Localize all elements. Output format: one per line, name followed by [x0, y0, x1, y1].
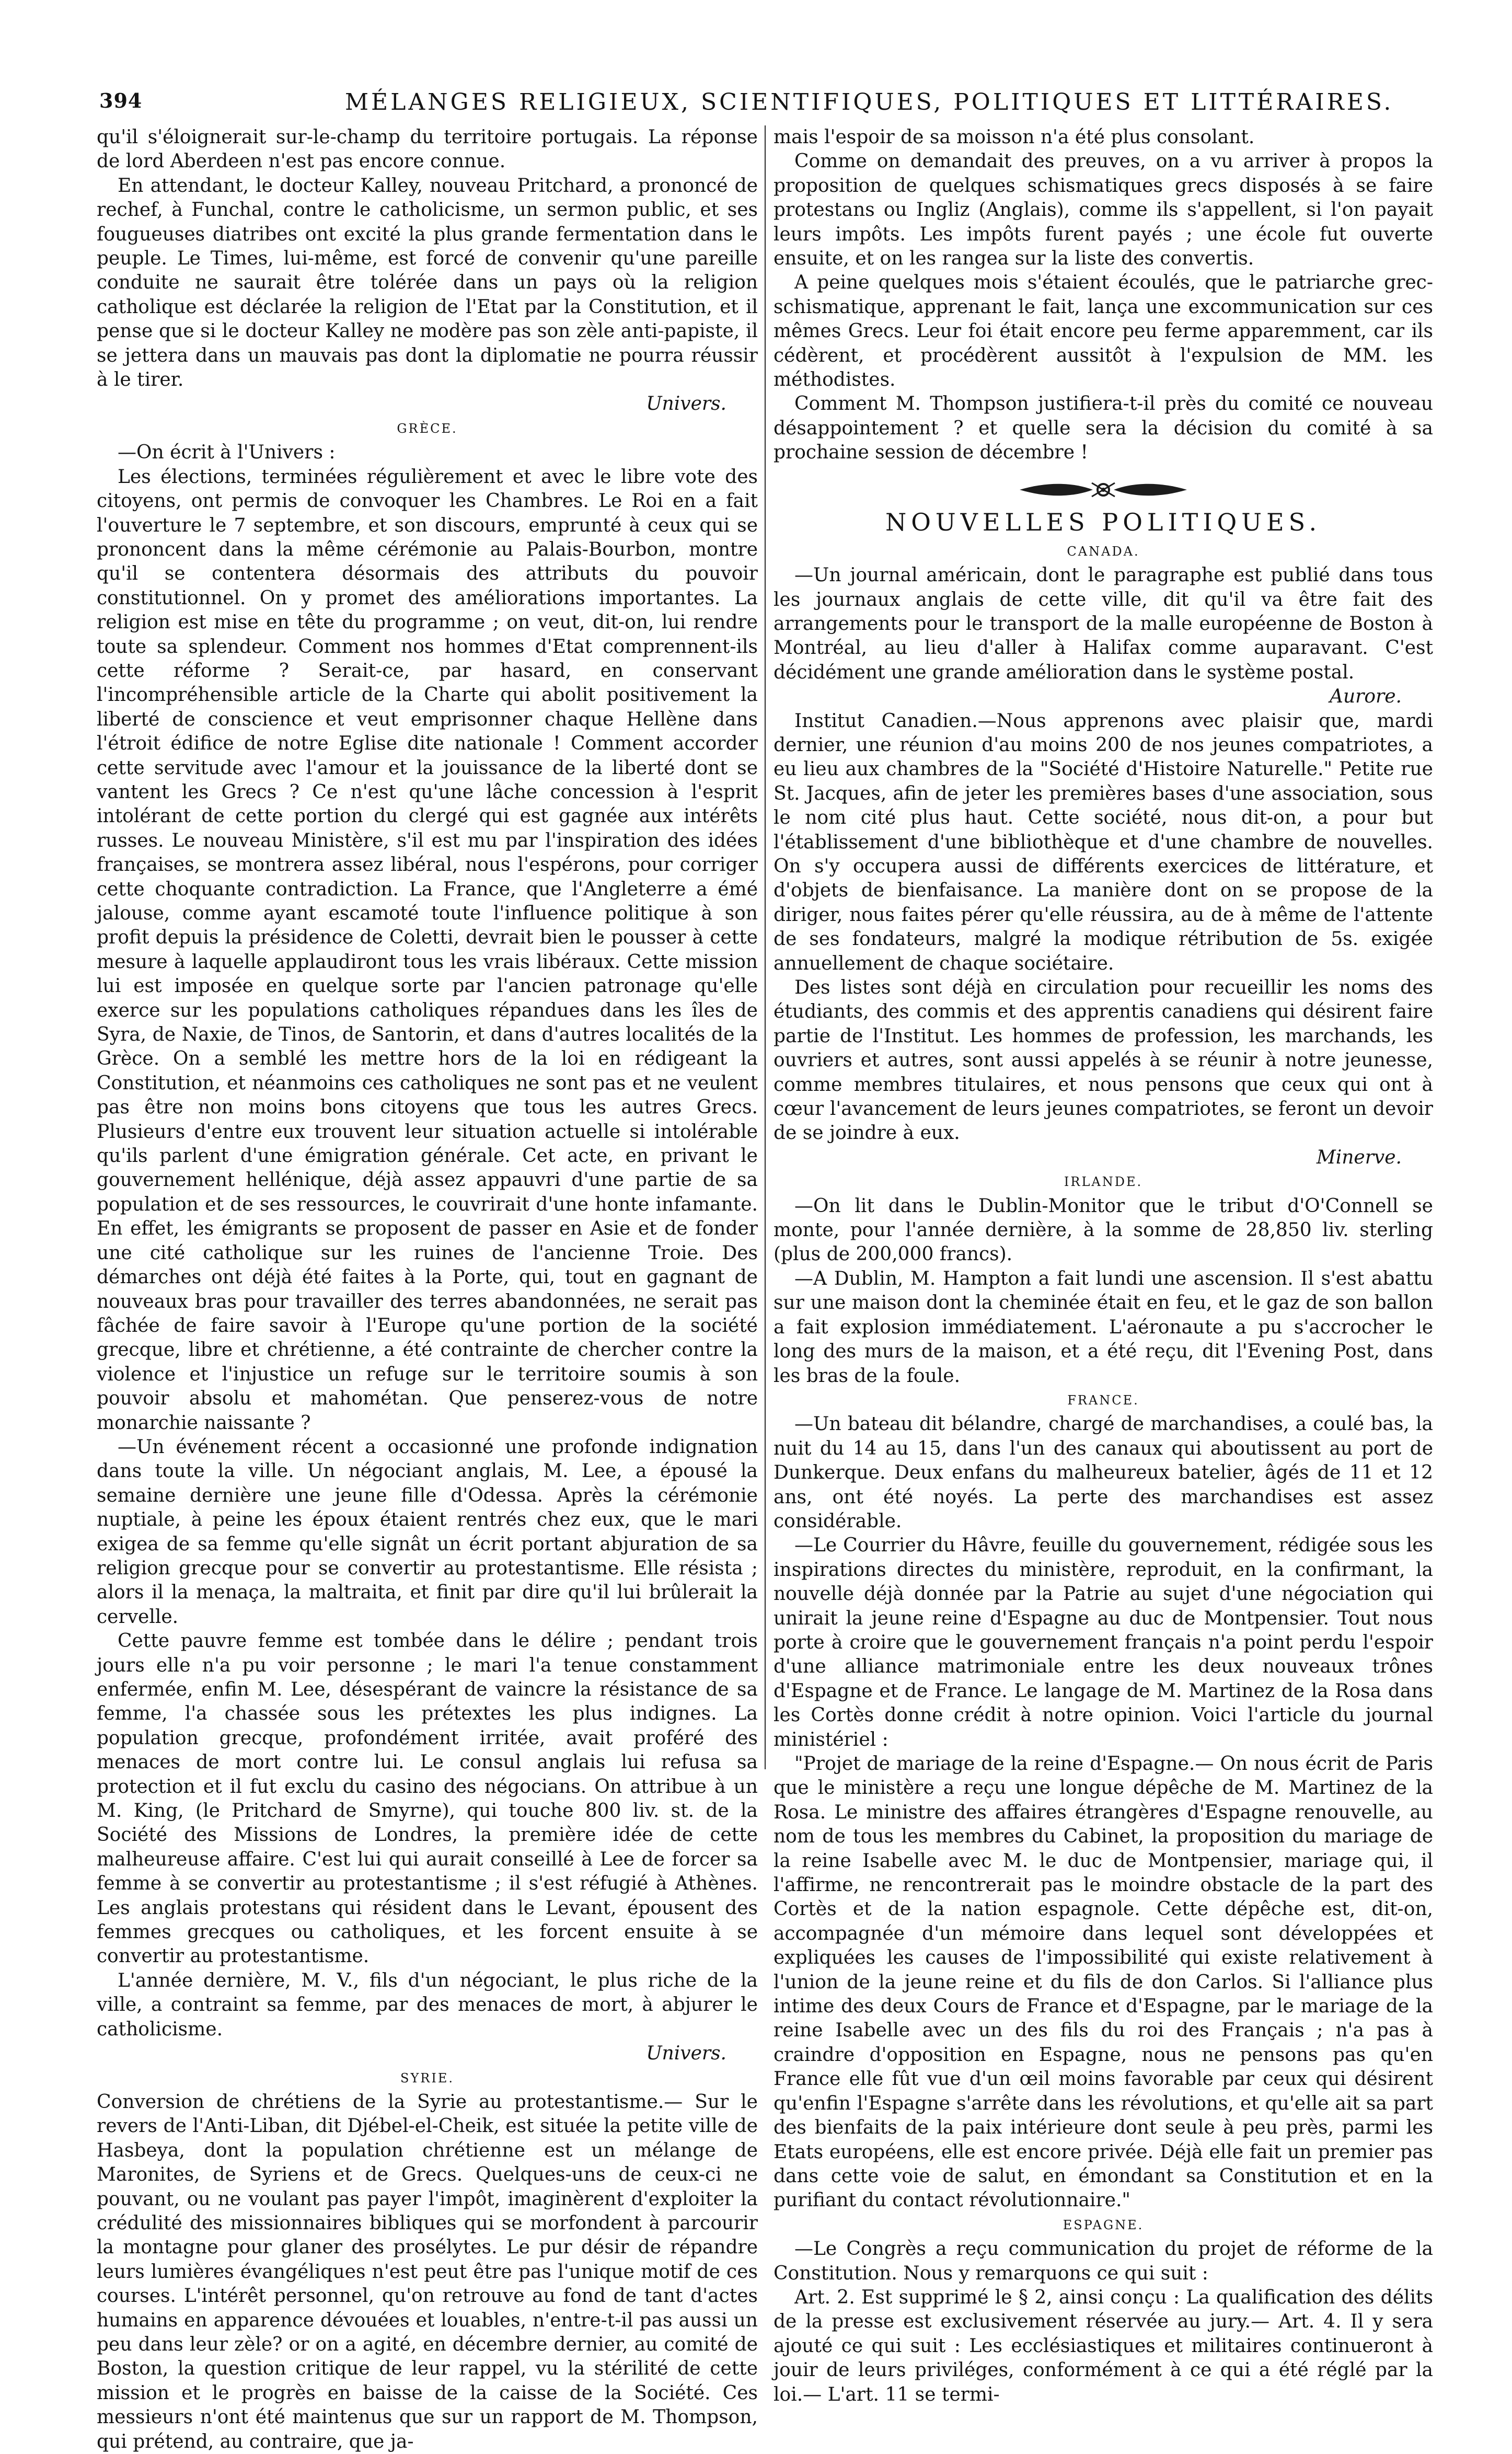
- paragraph: mais l'espoir de sa moisson n'a été plus consolant.: [774, 126, 1255, 148]
- paragraph: —On lit dans le Dublin-Monitor que le tribut d'O'Connell se monte, pour l'année dernière, à la somme de 28,850 liv. sterling (plus de 200,000 francs).: [774, 1195, 1433, 1265]
- section-heading-france: FRANCE.: [1067, 1392, 1139, 1408]
- ornament-divider-icon: [1014, 478, 1192, 502]
- source-attribution: Minerve.: [1316, 1146, 1402, 1168]
- source-attribution: Aurore.: [1329, 686, 1402, 708]
- section-heading-canada: CANADA.: [1067, 544, 1140, 559]
- paragraph: Comment M. Thompson justifiera-t-il près du comité ce nouveau désappointement ? et quelle sera la décision du comité à sa prochaine session de décembre !: [774, 393, 1433, 464]
- paragraph: Institut Canadien.—Nous apprenons avec plaisir que, mardi dernier, une réunion d'au moins 200 de nos jeunes compatriotes, a eu lieu aux chambres de la "Société d'Histoire Naturelle." Petite rue St. Jacques, afin de jeter les premières bases d'une association, sous le nom cité plus haut. Cette société, nous dit-on, a pour but l'établissement d'une bibliothèque et d'une chambre de nouvelles. On s'y occupera aussi de différents exercices de littérature, et d'objets de bienfaisance. La manière dont on se propose de la diriger, nous faites pérer qu'elle réussira, au de à même de l'attente de ses fondateurs, malgré la modique rétribution de 5s. exigée annuellement de chaque sociétaire.: [774, 710, 1433, 974]
- paragraph: —A Dublin, M. Hampton a fait lundi une ascension. Il s'est abattu sur une maison dont la cheminée était en feu, et le gaz de son ballon a fait explosion immédiatement. L'aéronaute a pu s'accrocher le long des murs de la maison, et a été reçu, dit l'Evening Post, dans les bras de la foule.: [774, 1268, 1433, 1387]
- source-attribution: Univers.: [646, 393, 726, 415]
- paragraph: Cette pauvre femme est tombée dans le délire ; pendant trois jours elle n'a pu voir personne ; le mari l'a tenue constamment enfermée, enfin M. Lee, désespérant de vaincre la résistance de sa femme, l'a chassée sous les prétextes les plus indignes. La population grecque, profondément irritée, avait proféré des menaces de mort contre lui. Le consul anglais lui refusa sa protection et il fut exclu du casino des négocians. On attribue à un M. King, (le Pritchard de Smyrne), qui touche 800 liv. st. de la Société des Missions de Londres, la première idée de cette malheureuse affaire. C'est lui qui aurait conseillé à Lee de forcer sa femme à se convertir au protestantisme ; il s'est réfugié à Athènes. Les anglais protestans qui résident dans le Levant, épousent des femmes grecques ou catholiques, et les forcent ensuite à se convertir au protestantisme.: [97, 1630, 758, 1967]
- section-heading-nouvelles-politiques: NOUVELLES POLITIQUES.: [885, 508, 1322, 536]
- paragraph: "Projet de mariage de la reine d'Espagne.— On nous écrit de Paris que le ministère a reçu une longue dépêche de M. Martinez de la Rosa. Le ministre des affaires étrangères d'Espagne renouvelle, au nom de tous les membres du Cabinet, la proposition du mariage de la reine Isabelle avec M. le duc de Montpensier, mariage qui, il l'affirme, ne rencontrerait pas le moindre obstacle de la part des Cortès et de la nation espagnole. Cette dépêche est, dit-on, accompagnée d'un mémoire dans lequel sont développées et expliquées les causes de l'impossibilité qui existe relativement à l'union de la jeune reine et du fils de don Carlos. Si l'alliance plus intime des deux Cours de France et d'Espagne, par le mariage de la reine Isabelle avec un des fils du roi des Français ; n'a pas à craindre d'opposition en Espagne, nous ne pensons pas qu'en France elle fût vue d'un œil moins favorable par ceux qui désirent qu'enfin l'Espagne s'arrête dans les révolutions, et qu'elle ait sa part des bienfaits de la paix intérieure dont seule à peu près, parmi les Etats européens, elle est encore privée. Déjà elle fait un premier pas dans cette voie de salut, en émondant sa Constitution et en la purifiant du contact révolutionnaire.": [774, 1753, 1433, 2211]
- left-column: [97, 125, 758, 2454]
- section-heading-grece: GRÈCE.: [397, 421, 458, 436]
- paragraph: L'année dernière, M. V., fils d'un négociant, le plus riche de la ville, a contraint sa femme, par des menaces de mort, à abjurer le catholicisme.: [97, 1969, 758, 2040]
- paragraph: En attendant, le docteur Kalley, nouveau Pritchard, a prononcé de rechef, à Funchal, contre le catholicisme, un sermon public, et ses fougueuses diatribes ont excité la plus grande fermentation dans le peuple. Le Times, lui-même, est forcé de convenir qu'une pareille conduite ne saurait être tolérée dans un pays où la religion catholique est déclarée la religion de l'Etat par la Constitution, et il pense que si le docteur Kalley ne modère pas son zèle anti-papiste, il se jettera dans un mauvais pas dont la diplomatie ne pourra réussir à le tirer.: [97, 175, 758, 391]
- paragraph: —Un journal américain, dont le paragraphe est publié dans tous les journaux anglais de cette ville, dit qu'il va être fait des arrangements pour le transport de la malle européenne de Boston à Montréal, au lieu d'aller à Halifax comme auparavant. C'est décidément une grande amélioration dans le système postal.: [774, 564, 1433, 683]
- paragraph: Art. 2. Est supprimé le § 2, ainsi conçu : La qualification des délits de la presse est exclusivement réservée au jury.— Art. 4. Il y sera ajouté ce qui suit : Les ecclésiastiques et militaires continueront à jouir de leurs priviléges, conformément à ce qui a été réglé par la loi.— L'art. 11 se termi-: [774, 2286, 1433, 2405]
- paragraph: qu'il s'éloignerait sur-le-champ du territoire portugais. La réponse de lord Aberdeen n'est pas encore connue.: [97, 126, 758, 172]
- section-heading-syrie: SYRIE.: [400, 2070, 454, 2086]
- paragraph: A peine quelques mois s'étaient écoulés, que le patriarche grec-schismatique, apprenant le fait, lança une excommunication sur ces mêmes Grecs. Leur foi était encore peu ferme apparemment, car ils cédèrent, et procédèrent aussitôt à l'expulsion de MM. les méthodistes.: [774, 272, 1433, 391]
- paragraph: Des listes sont déjà en circulation pour recueillir les noms des étudiants, des commis et des apprentis canadiens qui désirent faire partie de l'Institut. Les hommes de profession, les marchands, les ouvriers et autres, sont aussi appelés à se réunir à notre jeunesse, comme membres titulaires, et nous pensons que ceux qui ont à cœur l'avancement de leurs jeunes compatriotes, se feront un devoir de se joindre à eux.: [774, 977, 1433, 1144]
- paragraph: —Le Courrier du Hâvre, feuille du gouvernement, rédigée sous les inspirations directes du ministère, reproduit, en la confirmant, la nouvelle déjà donnée par la Patrie au sujet d'une négociation qui unirait la jeune reine d'Espagne au duc de Montpensier. Tout nous porte à croire que le gouvernement français n'a point perdu l'espoir d'une alliance matrimoniale entre les deux nouveaux trônes d'Espagne et de France. Le langage de M. Martinez de la Rosa dans les Cortès donne crédit à notre opinion. Voici l'article du journal ministériel :: [774, 1535, 1433, 1750]
- paragraph: —On écrit à l'Univers :: [118, 442, 336, 464]
- running-title: MÉLANGES RELIGIEUX, SCIENTIFIQUES, POLITIQUES ET LITTÉRAIRES.: [345, 89, 1394, 116]
- page-number: 394: [99, 89, 143, 112]
- paragraph: —Un événement récent a occasionné une profonde indignation dans toute la ville. Un négociant anglais, M. Lee, a épousé la semaine dernière une jeune fille d'Odessa. Après la cérémonie nuptiale, à peine les époux étaient rentrés chez eux, que le mari exigea de sa femme qu'elle signât un écrit portant abjuration de sa religion grecque pour se convertir au protestantisme. Elle résista ; alors il la menaça, la maltraita, et finit par dire qu'il lui brûlerait la cervelle.: [97, 1436, 758, 1628]
- section-heading-espagne: ESPAGNE.: [1063, 2217, 1144, 2232]
- paragraph: Conversion de chrétiens de la Syrie au protestantisme.— Sur le revers de l'Anti-Liban, dit Djébel-el-Cheik, est située la petite ville de Hasbeya, dont la population chrétienne est un mélange de Maronites, de Syriens et de Grecs. Quelques-uns de ceux-ci ne pouvant, ou ne voulant pas payer l'impôt, imaginèrent d'exploiter la crédulité des missionnaires bibliques qui se morfondent à parcourir la montagne pour glaner des prosélytes. Le pur désir de répandre leurs lumières évangéliques n'est peut être pas l'unique motif de ces courses. L'intérêt personnel, qu'on retrouve au fond de tant d'actes humains en apparence dévouées et louables, n'entre-t-il pas aussi un peu dans leur zèle? or on a agité, en décembre dernier, au comité de Boston, la question critique de leur rappel, vu la stérilité de cette mission et le progrès en baisse de la caisse de la Société. Ces messieurs n'ont été maintenus que sur un rapport de M. Thompson, qui prétend, au contraire, que ja-: [97, 2091, 758, 2452]
- column-divider: [765, 125, 766, 1769]
- right-column: [774, 125, 1433, 2407]
- paragraph: Comme on demandait des preuves, on a vu arriver à propos la proposition de quelques schismatiques grecs disposés à se faire protestans ou Ingliz (Anglais), comme ils s'appellent, si l'on payait leurs impôts. Les impôts furent payés ; une école fut ouverte ensuite, et on les rangea sur la liste des convertis.: [774, 151, 1433, 270]
- source-attribution: Univers.: [646, 2043, 726, 2065]
- paragraph: —Le Congrès a reçu communication du projet de réforme de la Constitution. Nous y remarquons ce qui suit :: [774, 2238, 1433, 2284]
- paragraph: —Un bateau dit bélandre, chargé de marchandises, a coulé bas, la nuit du 14 au 15, dans l'un des canaux qui aboutissent au port de Dunkerque. Deux enfans du malheureux batelier, âgés de 11 et 12 ans, ont été noyés. La perte des marchandises est assez considérable.: [774, 1413, 1433, 1532]
- paragraph: Les élections, terminées régulièrement et avec le libre vote des citoyens, ont permis de convoquer les Chambres. Le Roi en a fait l'ouverture le 7 septembre, et son discours, emprunté à ceux qui se prononcent dans la même cérémonie au Palais-Bourbon, montre qu'il se contentera désormais des attributs du pouvoir constitutionnel. On y promet des améliorations importantes. La religion est mise en tête du programme ; on veut, dit-on, lui rendre toute sa splendeur. Comment nos hommes d'Etat comprennent-ils cette réforme ? Serait-ce, par hasard, en conservant l'incompréhensible article de la Charte qui abolit positivement la liberté de conscience et veut emprisonner chaque Hellène dans l'étroit édifice de notre Eglise dite nationale ! Comment accorder cette servitude avec l'amour et la jouissance de la liberté dont se vantent les Grecs ? Ce n'est qu'une lâche concession à l'esprit intolérant de cette portion du clergé qui est gagnée aux intérêts russes. Le nouveau Ministère, s'il est mu par l'inspiration des idées françaises, se montrera assez libéral, nous l'espérons, pour corriger cette choquante contradiction. La France, que l'Angleterre a émé jalouse, comme ayant escamoté toute l'influence politique à son profit depuis la présidence de Coletti, devrait bien le pousser à cette mesure à laquelle applaudiront tous les vrais libéraux. Cette mission lui est imposée en quelque sorte par l'ancien patronage qu'elle exerce sur les populations catholiques répandues dans les îles de Syra, de Naxie, de Tinos, de Santorin, et dans d'autres localités de la Grèce. On a semblé les mettre hors de la loi en rédigeant la Constitution, et néanmoins ces catholiques ne sont pas et ne veulent pas être non moins bons citoyens que tous les autres Grecs. Plusieurs d'entre eux trouvent leur situation actuelle si intolérable qu'ils parlent d'une émigration générale. Cet acte, en privant le gouvernement hellénique, déjà assez appauvri d'une partie de sa population et de ses ressources, le couvrirait d'une honte infamante. En effet, les émigrants se proposent de passer en Asie et de fonder une cité catholique sur les ruines de l'ancienne Troie. Des démarches ont déjà été faites à la Porte, qui, tout en gagnant de nouveaux bras pour travailler des terres abandonnées, ne serait pas fâchée de faire savoir à l'Europe qu'une portion de la société grecque, libre et chrétienne, a été contrainte de chercher contre la violence et l'injustice un refuge sur le territoire soumis à son pouvoir absolu et mahométan. Que penserez-vous de notre monarchie naissante ?: [97, 466, 758, 1434]
- section-heading-irlande: IRLANDE.: [1064, 1174, 1143, 1190]
